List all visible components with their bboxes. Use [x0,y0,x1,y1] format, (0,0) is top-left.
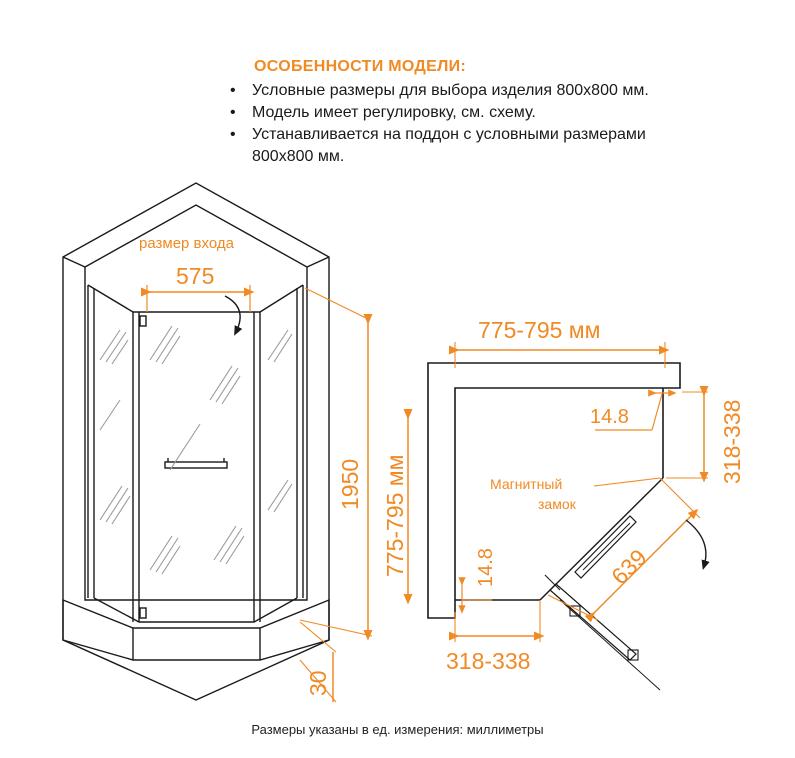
shower-tray [63,600,329,660]
feature-item: 800х800 мм. [252,148,345,165]
front-view [63,183,329,700]
plan-right-offset: 318-338 [719,399,745,484]
plan-left-height: 775-795 мм [382,454,408,577]
units-note: Размеры указаны в ед. измерения: миллиметры [251,722,544,737]
plan-gap-left: 14.8 [475,548,497,587]
door-frame [88,285,303,312]
height-value: 1950 [337,458,363,510]
plan-gap-top: 14.8 [590,406,629,428]
door-open-arrow [686,520,706,566]
base-height-value: 30 [305,670,331,696]
glass-reflections [100,326,292,574]
plan-door-width: 639 [606,544,652,590]
plan-top-width: 775-795 мм [478,317,601,343]
plan-bottom-offset: 318-338 [446,648,531,674]
magnet-lock-label-1: Магнитный [490,476,563,492]
plan-dimensions [382,317,745,674]
door-swing-arrow [225,296,240,332]
magnet-lock-label-2: замок [538,496,576,512]
entry-size-label: размер входа [139,235,234,252]
features-title: ОСОБЕННОСТИ МОДЕЛИ: [254,58,467,75]
feature-item: • Устанавливается на поддон с условными размерами [252,124,768,146]
entry-width-value: 575 [176,263,215,289]
plan-door-open [550,584,636,660]
plan-view [428,363,680,690]
feature-item: • Условные размеры для выбора изделия 800х800 мм. [252,80,768,102]
feature-item: • Модель имеет регулировку, см. схему. [252,102,768,124]
